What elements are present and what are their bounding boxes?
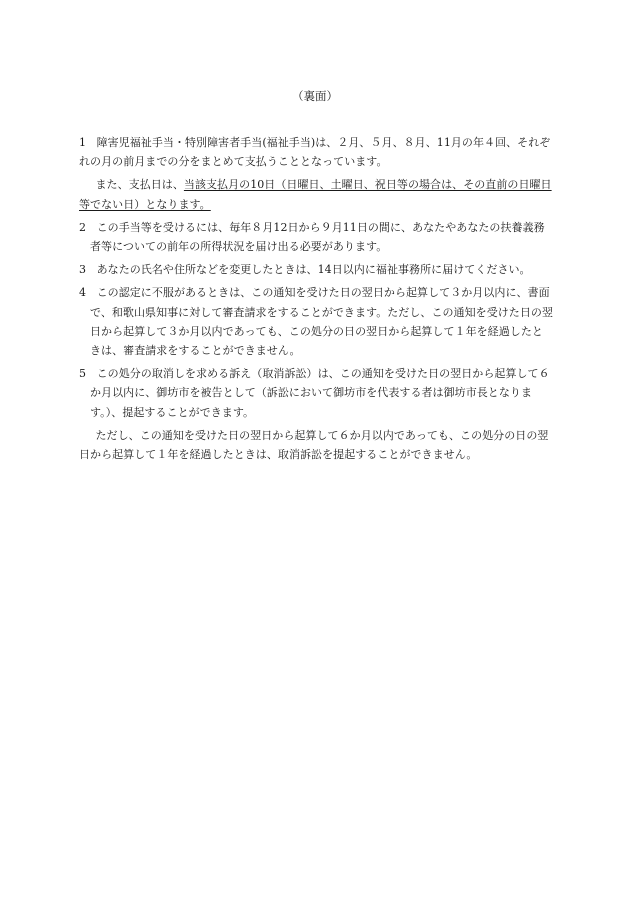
payment-date-prefix: また、支払日は、 [95,178,184,192]
item-number: 2 [79,220,87,234]
notice-item-4 [79,283,553,360]
notice-item-1 [79,133,553,171]
item-number: 1 [79,136,87,149]
item-number: 5 [79,367,87,381]
item-number: 4 [79,286,87,300]
notice-item-5-proviso [79,426,553,464]
item-text: この処分の取消しを求める訴え（取消訴訟）は、この通知を受けた日の翌日から起算して６か月以内に、御坊市を被告として（訴訟において御坊市を代表する者は御坊市長となります。）、提起することができます。 [90,367,550,419]
notice-item-3 [79,260,553,279]
item-number: 3 [79,263,87,277]
notice-body [79,133,553,464]
item-text: 障害児福祉手当・特別障害者手当(福祉手当)は、２月、５月、８月、11月の年４回、それぞれの月の前月までの分をまとめて支払うこととなっています。 [79,136,551,169]
notice-item-1-payment-date [79,175,553,213]
page-title: （裏面） [292,89,338,103]
notice-item-5 [79,364,553,422]
proviso-text: ただし、この通知を受けた日の翌日から起算して６か月以内であっても、この処分の日の翌日から起算して１年を経過したときは、取消訴訟を提起することができません。 [79,428,549,462]
item-text: この認定に不服があるときは、この通知を受けた日の翌日から起算して３か月以内に、書面で、和歌山県知事に対して審査請求をすることができます。ただし、この通知を受けた日の翌日から起算して３か月以内であっても、この処分の日の翌日から起算して１年を経過したときは、審査請求をすることができません。 [90,286,553,358]
item-text: この手当等を受けるには、毎年８月12日から９月11日の間に、あなたやあなたの扶養義務者等についての前年の所得状況を届け出る必要があります。 [90,220,545,254]
item-text: あなたの氏名や住所などを変更したときは、14日以内に福祉事務所に届けてください。 [96,263,531,277]
payment-date-underlined: 当該支払月の10日（日曜日、土曜日、祝日等の場合は、その直前の日曜日等でない日）となります。 [79,178,552,211]
notice-item-2 [79,218,553,256]
